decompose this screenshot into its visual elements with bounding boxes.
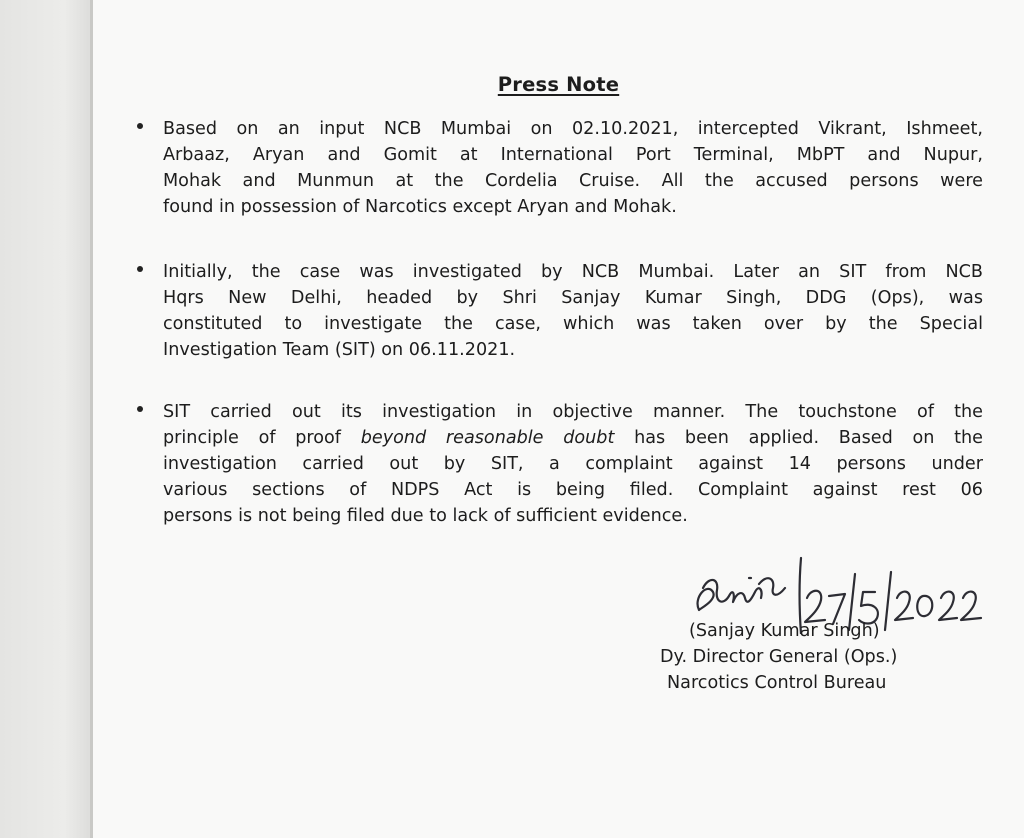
bullet-line: SIT carried out its investigation in objective manner. The touchstone of the: [163, 402, 983, 422]
date-digit: [895, 592, 913, 620]
signatory-designation: Dy. Director General (Ops.): [660, 647, 898, 667]
bullet-line: persons is not being filed due to lack of sufficient evidence.: [163, 506, 688, 526]
document-page: [93, 0, 1024, 838]
bullet-line: Initially, the case was investigated by NCB Mumbai. Later an SIT from NCB: [163, 262, 983, 282]
bullet-item-investigation: [137, 259, 1017, 363]
bullet-line: Investigation Team (SIT) on 06.11.2021.: [163, 340, 516, 360]
bullet-line: [163, 425, 983, 451]
bullet-dot-icon: [137, 123, 143, 129]
italic-phrase: beyond reasonable doubt: [360, 428, 615, 448]
bullet-item-input: [137, 116, 1017, 220]
signatory-name: (Sanjay Kumar Singh): [689, 621, 880, 641]
signature-scribble: [698, 578, 785, 610]
bullet-line: investigation carried out by SIT, a complaint against 14 persons under: [163, 454, 983, 474]
bullet-line: Hqrs New Delhi, headed by Shri Sanjay Kumar Singh, DDG (Ops), was: [163, 288, 983, 308]
bullet-dot-icon: [137, 406, 143, 412]
bullet-line: Mohak and Munmun at the Cordelia Cruise. All the accused persons were: [163, 171, 983, 191]
bullet-text: principle of proof: [163, 428, 361, 448]
bullet-text: has been applied. Based on the: [614, 428, 983, 448]
bullet-dot-icon: [137, 266, 143, 272]
page-title: [93, 73, 1024, 96]
bullet-item-sit-findings: [137, 399, 1017, 529]
bullet-line: found in possession of Narcotics except Aryan and Mohak.: [163, 197, 677, 217]
signatory-organization: Narcotics Control Bureau: [667, 673, 887, 693]
date-digit: [917, 596, 932, 616]
bullet-line: constituted to investigate the case, which was taken over by the Special: [163, 314, 983, 334]
signatory-block: [660, 618, 1000, 696]
bullet-line: Arbaaz, Aryan and Gomit at International Port Terminal, MbPT and Nupur,: [163, 145, 983, 165]
bullet-line: various sections of NDPS Act is being filed. Complaint against rest 06: [163, 480, 983, 500]
date-digit: [961, 592, 981, 620]
date-digit: [939, 592, 957, 620]
page-margin-strip: [0, 0, 92, 838]
bullet-line: Based on an input NCB Mumbai on 02.10.2021, intercepted Vikrant, Ishmeet,: [163, 119, 983, 139]
title-text: Press Note: [497, 73, 620, 96]
